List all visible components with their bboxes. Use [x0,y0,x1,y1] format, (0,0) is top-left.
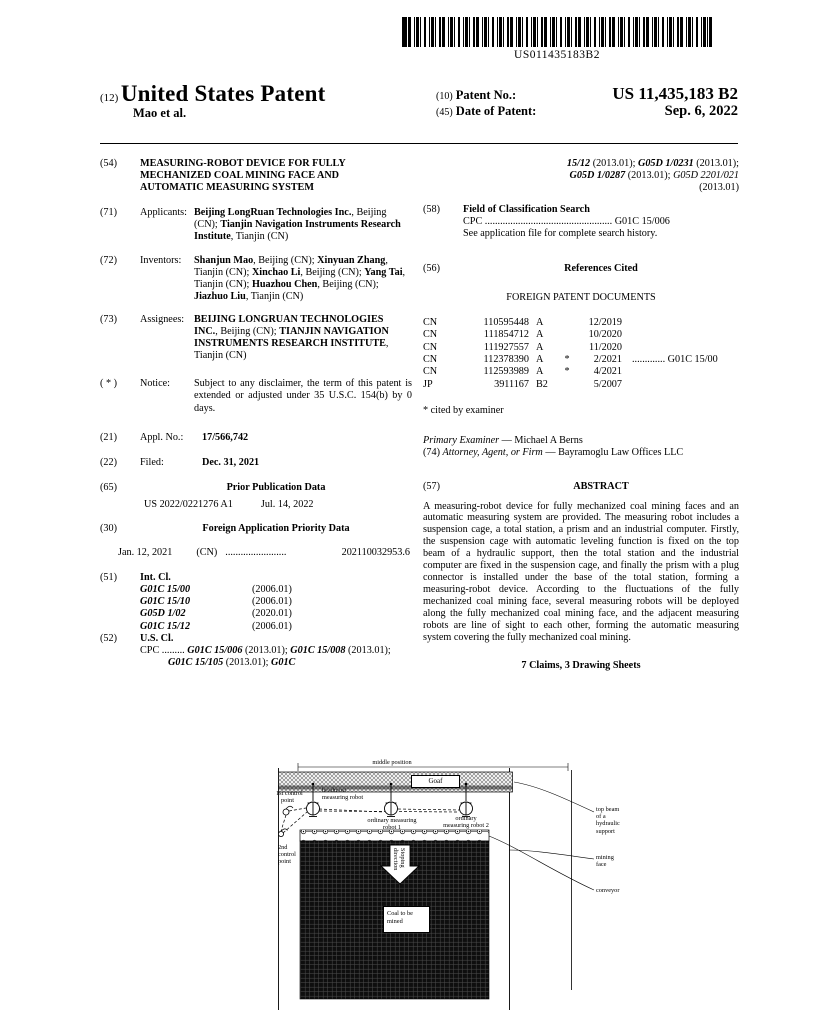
header-divider [100,143,738,144]
doc-class: ............. G01C 15/00 [632,353,718,365]
label-line: 2nd [278,844,288,851]
primary-examiner-label: Primary Examiner [423,435,500,447]
assignees-label: Assignees: [140,313,185,325]
priority-app-number: 202110032953.6 [341,547,410,559]
label-line: 1st control [276,790,303,797]
patent-number-row [436,84,738,103]
table-row [423,317,739,329]
cpc-line: (2013.01) [699,182,739,194]
section-73-assignees [100,314,412,362]
control-point-symbol [278,829,287,837]
priority-date: Jan. 12, 2021 [118,547,173,559]
text-segment: Huazhou Chen [251,278,318,290]
foreign-patents-table [423,317,739,391]
prior-publication-row [140,499,412,511]
publication-number: US 2022/0221276 A1 [144,498,233,510]
text-segment: (2013.01); [625,170,674,182]
claims-sheets-line: 7 Claims, 3 Drawing Sheets [521,660,641,672]
label-line: hydraulic [596,820,620,828]
doc-class [622,329,739,341]
class-code: 15/12 [566,158,591,169]
date-of-patent-value: Sep. 6, 2022 [664,103,738,120]
text-segment: (2013.01); [590,158,638,169]
text-segment: , Tianjin (CN); [194,266,406,290]
patent-date-row [436,105,738,119]
label-line: control [278,851,296,859]
inventor-short-name: Mao et al. [133,106,187,121]
examiner-star [560,342,574,354]
class-code: G05D 2201/021 [673,170,739,182]
stoping-direction-label [392,848,406,886]
text-segment: , Beijing (CN); [194,207,387,231]
doc-number: 110595448 [483,316,529,328]
patent-header [100,81,738,121]
inid-51: (51) [100,572,117,584]
text-segment: (2013.01); [223,656,272,668]
attorney-name: — Bayramoglu Law Offices LLC [542,447,684,459]
class-code: G01C 15/00 [140,584,191,596]
doc-class [622,379,739,391]
doc-number: 112378390 [483,353,529,365]
examiner-star [560,329,574,341]
publication-date: Jul. 14, 2022 [260,498,314,510]
cpc-paragraph [140,645,412,669]
section-65-prior-publication [100,482,412,511]
appl-no-value: 17/566,742 [202,431,249,443]
country-code: CN [423,366,438,378]
primary-examiner-line [423,435,739,447]
label-line: measuring robot 2 [443,822,489,830]
country-code: CN [423,341,438,353]
section-52-us-cl [100,633,412,669]
text-segment: BEIJING LONGRUAN TECHNOLOGIES INC. [194,313,384,338]
kind-code: A [536,353,544,365]
doc-number: 3911167 [494,378,529,390]
class-code: G01C 15/008 [290,644,346,656]
table-row [423,329,739,341]
text-segment: , Beijing (CN); [215,326,280,338]
patent-no-value: US 11,435,183 B2 [612,84,738,103]
table-row [423,354,739,366]
text-segment: Xinyuan Zhang [317,254,386,266]
text-segment: Beijing LongRuan Technologies Inc. [194,207,352,219]
int-cl-row [140,608,412,620]
class-code: G05D 1/02 [140,608,186,620]
inid-star: ( * ) [100,378,117,390]
goaf-band-stripe [279,786,513,790]
kind-code: B2 [536,378,548,390]
inid-65: (65) [100,481,117,493]
inid-10: (10) [436,91,453,102]
label-line: point [278,858,291,866]
text-segment: (2013.01); [242,644,291,656]
patent-no-label: Patent No.: [455,88,517,102]
mining-face-label [596,854,636,868]
priority-country: (CN) [196,547,218,559]
text-segment: , Tianjin (CN); [194,254,388,278]
section-30-foreign-priority [100,523,412,535]
kind-code: A [536,366,544,378]
inid-52: (52) [100,632,117,644]
attorney-label: Attorney, Agent, or Firm [442,447,543,459]
label-line: of a [596,813,606,821]
inid-72: (72) [100,254,117,266]
section-57-abstract [423,481,739,493]
kind-code: (12) [100,92,119,104]
section-54-title [100,158,412,194]
inid-21: (21) [100,431,117,443]
text-segment: , Beijing (CN); [317,278,379,290]
section-58-field-of-search [423,204,739,240]
filed-value: Dec. 31, 2021 [202,456,260,468]
examiner-star: * [564,366,570,378]
section-56-references [423,263,739,275]
class-version: (2006.01) [252,620,292,632]
conveyor-pattern [300,830,489,841]
label-line: top beam [596,806,620,813]
label-line: Stoping [399,848,406,868]
conveyor-label: conveyor [596,887,620,894]
label-line: ordinary [455,815,477,822]
class-code: G01C 15/006 [187,644,243,656]
label-line: face [596,861,607,869]
inid-73: (73) [100,313,117,325]
label-line: ordinary measuring [367,817,417,824]
barcode-block [402,17,712,61]
notice-label: Notice: [140,378,170,390]
label-line: direction [391,848,399,871]
us-cl-heading: U.S. Cl. [140,632,174,644]
class-code: G01C 15/105 [168,656,224,668]
class-version: (2020.01) [252,608,292,620]
notice-text: Subject to any disclaimer, the term of this patent is extended or adjusted under 35 U.S.C. 154(b) by 0 days. [194,378,412,414]
text-segment: Shanjun Mao [194,254,254,266]
section-notice [100,378,412,414]
barcode-image [402,17,712,47]
doc-number: 111927557 [483,341,529,353]
middle-position-label: middle position [372,759,412,766]
inid-56: (56) [423,262,440,274]
patent-figure [276,760,740,1022]
inid-58: (58) [423,204,440,216]
ordinary-robot2-label [434,815,498,829]
field-search-note: See application file for complete search history. [463,228,658,240]
coal-to-be-mined-label [383,906,430,933]
doc-date: 2/2021 [593,353,622,365]
inid-45: (45) [436,107,453,119]
country-code: JP [423,378,433,390]
field-search-cpc: CPC .................................................. G01C 15/006 [463,216,670,228]
inid-71: (71) [100,207,117,219]
doc-class [622,317,739,329]
country-code: CN [423,329,438,341]
label-line: headmost [322,787,347,794]
foreign-priority-heading: Foreign Application Priority Data [202,522,350,534]
kind-code: A [536,329,544,341]
table-row [423,342,739,354]
text-segment: Xinchao Li [251,266,301,278]
right-column [423,158,739,673]
class-code: G01C 15/12 [140,620,191,632]
label-line: Coal to be [387,910,413,917]
doc-date: 4/2021 [593,366,622,378]
class-code: G05D 1/0287 [569,170,626,182]
text-segment: , Tianjin (CN) [230,231,289,243]
left-column [100,158,412,680]
int-cl-row [140,596,412,608]
doc-date: 11/2020 [588,341,622,353]
inid-74: (74) [423,447,440,459]
text-segment: CPC ......... [140,644,188,656]
second-control-point-label [278,844,308,866]
inventors-label: Inventors: [140,254,182,266]
header-left [100,81,430,121]
text-segment: Tianjin Navigation Instruments Research Institute [194,219,401,243]
doc-class [622,366,739,378]
foreign-patents-subheading: FOREIGN PATENT DOCUMENTS [506,291,656,303]
primary-examiner-name: — Michael A Berns [499,435,583,447]
text-segment: Yang Tai [364,266,403,278]
int-cl-row [140,584,412,596]
text-segment: (2013.01); [345,644,391,656]
class-code: G01C 15/10 [140,596,191,608]
header-right [436,84,738,120]
ordinary-robot1-label [362,817,422,831]
applicants-label: Applicants: [140,207,187,219]
class-code: G01C [271,656,296,668]
prior-publication-heading: Prior Publication Data [226,481,326,493]
inid-54: (54) [100,158,117,169]
first-control-point-label [276,790,312,804]
appl-no-label: Appl. No.: [140,431,184,443]
goaf-label: Goaf [411,775,460,788]
dimension-line [298,763,568,771]
label-line: support [596,827,615,835]
doc-number: 111854712 [483,329,529,341]
section-22-filed [100,457,412,469]
doc-date: 5/2007 [593,378,622,390]
examiner-star: * [564,353,570,365]
doc-class [622,342,739,354]
section-51-int-cl [100,572,412,632]
abstract-text: A measuring-robot device for fully mechanized coal mining faces and an automatic measuring system are provided. The measuring robot includes a suspension cage, a total station, a prism and an industrial computer. Firstly, the suspension cage with automatic leveling function is fixed on the top beam of a hydraulic support, then the total station and the industrial computer are fixed in the suspension cage, and finally the prism with a plug connector is installed under the base of the total station, forming a measuring-robot device. According to the fluctuations of the fully mechanized coal mining face, several measuring robots will be deployed along the fully mechanized coal mining face, and the adjacent measuring robots are line of sight to each other, forming the automatic measuring system covering the fully mechanized coal mining. [423,500,739,643]
class-version: (2006.01) [252,596,292,608]
leader-lines [489,782,594,890]
date-of-patent-label: Date of Patent: [455,104,537,119]
text-segment: , Tianjin (CN) [194,338,389,362]
document-type-title: United States Patent [120,81,326,106]
section-21-appl-no [100,432,412,444]
applicants-value [194,207,412,243]
class-code: G05D 1/0231 [637,158,694,169]
barcode-number: US011435183B2 [514,49,600,61]
section-71-applicants [100,207,412,243]
cpc-continuation [423,158,739,194]
cited-by-examiner-note: * cited by examiner [423,405,504,417]
assignees-value [194,314,394,362]
filed-label: Filed: [140,456,164,468]
int-cl-row [140,621,412,633]
attorney-line [423,447,739,459]
examiner-star [560,379,574,391]
label-line: mined [387,918,403,925]
text-segment: Jiazhuo Liu [194,290,246,302]
cpc-line [423,170,739,182]
class-version: (2006.01) [252,584,292,596]
field-search-heading: Field of Classification Search [463,204,590,216]
doc-date: 10/2020 [588,329,622,341]
inid-30: (30) [100,522,117,534]
kind-code: A [536,316,544,328]
label-line: mining [596,854,614,861]
dot-leader: ........................ [225,547,287,559]
text-segment: , Beijing (CN); [253,254,318,266]
invention-title: MEASURING-ROBOT DEVICE FOR FULLY MECHANIZED COAL MINING FACE AND AUTOMATIC MEASURING SYSTEM [140,158,346,194]
doc-number: 112593989 [483,366,529,378]
table-row [423,379,739,391]
label-line: point [281,797,294,805]
label-line: robot 1 [382,824,401,832]
examiner-star [560,317,574,329]
label-line: measuring robot [322,794,364,802]
top-beam-label [596,806,638,835]
int-cl-heading: Int. Cl. [140,572,171,584]
country-code: CN [423,316,438,328]
doc-date: 12/2019 [588,316,622,328]
abstract-heading: ABSTRACT [573,481,629,493]
foreign-priority-row [100,547,412,559]
table-row [423,366,739,378]
section-72-inventors [100,255,412,303]
text-segment: , Tianjin (CN) [245,290,304,302]
text-segment: TIANJIN NAVIGATION INSTRUMENTS RESEARCH INSTITUTE [194,326,389,350]
country-code: CN [423,353,438,365]
headmost-robot-label [322,787,382,801]
cpc-line [423,158,739,170]
inid-22: (22) [100,456,117,468]
text-segment: (2013.01); [693,158,739,169]
inventors-value [194,255,412,303]
inid-57: (57) [423,481,440,493]
references-heading: References Cited [564,262,638,274]
kind-code: A [536,341,544,353]
text-segment: , Beijing (CN); [300,266,365,278]
